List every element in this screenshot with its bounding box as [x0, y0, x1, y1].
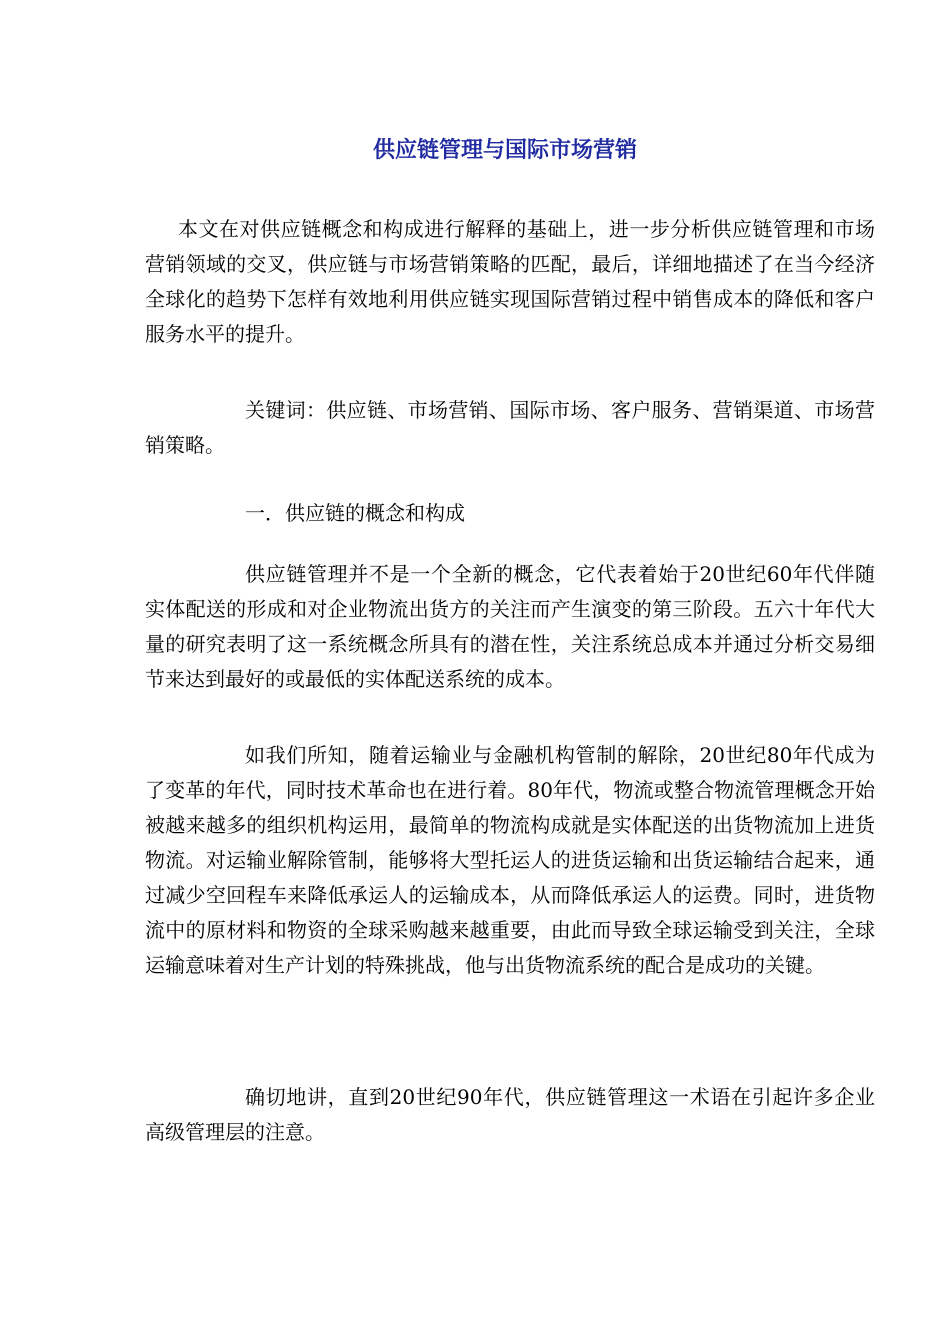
section-heading: 一．供应链的概念和构成: [245, 501, 465, 525]
abstract-paragraph: 本文在对供应链概念和构成进行解释的基础上，进一步分析供应链管理和市场营销领域的交叉，供应链与市场营销策略的匹配，最后，详细地描述了在当今经济全球化的趋势下怎样有效地利用供应链实现国际营销过程中销售成本的降低和客户服务水平的提升。: [145, 217, 875, 346]
body-paragraph-1: 供应链管理并不是一个全新的概念，它代表着始于20世纪60年代伴随实体配送的形成和对企业物流出货方的关注而产生演变的第三阶段。五六十年代大量的研究表明了这一系统概念所具有的潜在性，关注系统总成本并通过分析交易细节来达到最好的或最低的实体配送系统的成本。: [145, 562, 875, 691]
body-paragraph-3: 确切地讲，直到20世纪90年代，供应链管理这一术语在引起许多企业高级管理层的注意。: [145, 1085, 875, 1144]
body-paragraph-2: 如我们所知，随着运输业与金融机构管制的解除，20世纪80年代成为了变革的年代，同时技术革命也在进行着。80年代，物流或整合物流管理概念开始被越来越多的组织机构运用，最简单的物流构成就是实体配送的出货物流加上进货物流。对运输业解除管制，能够将大型托运人的进货运输和出货运输结合起来，通过减少空回程车来降低承运人的运输成本，从而降低承运人的运费。同时，进货物流中的原材料和物资的全球采购越来越重要，由此而导致全球运输受到关注，全球运输意味着对生产计划的特殊挑战，他与出货物流系统的配合是成功的关键。: [145, 743, 875, 977]
keywords-paragraph: 关键词：供应链、市场营销、国际市场、客户服务、营销渠道、市场营销策略。: [145, 398, 875, 457]
document-title: 供应链管理与国际市场营销: [372, 137, 637, 163]
